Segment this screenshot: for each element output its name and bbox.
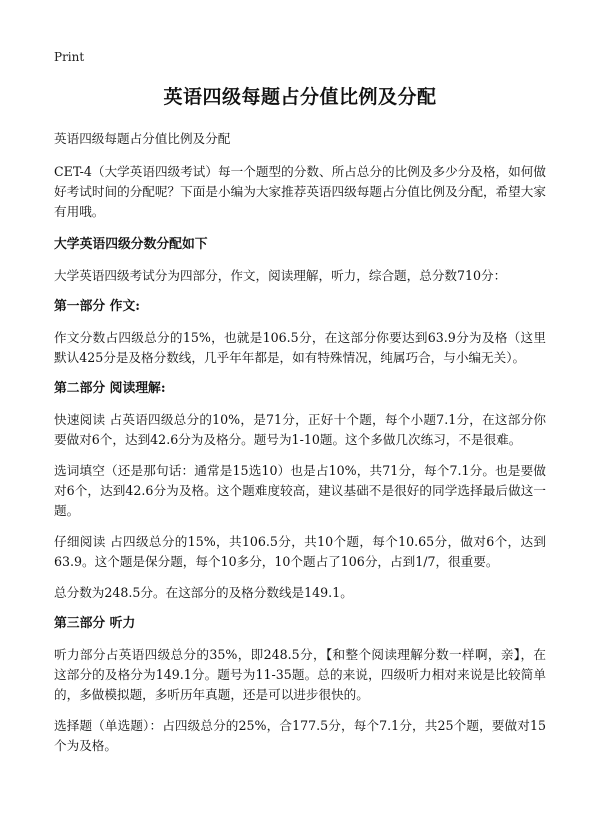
part3-paragraph-choice: 选择题（单选题）：占四级总分的25%，合177.5分，每个7.1分，共25个题，要做对15个为及格。	[54, 718, 546, 753]
part1-heading: 第一部分 作文:	[54, 299, 140, 314]
part2-paragraph-fast-reading: 快速阅读 占英语四级总分的10%，是71分，正好十个题，每个小题7.1分，在这部分你要做对6个，达到42.6分为及格分。题号为1-10题。这个多做几次练习，不是很难。	[54, 412, 546, 447]
intro-paragraph: CET-4（大学英语四级考试）每一个题型的分数、所占总分的比例及多少分及格，如何做好考试时间的分配呢？下面是小编为大家推荐英语四级每题占分值比例及分配，希望大家有用哦。	[54, 164, 546, 219]
part1-paragraph: 作文分数占四级总分的15%，也就是106.5分，在这部分你要达到63.9分为及格（这里默认425分是及格分数线，几乎年年都是，如有特殊情况，纯属巧合，与小编无关）。	[54, 330, 546, 365]
part2-heading: 第二部分 阅读理解:	[54, 381, 166, 396]
section-heading: 大学英语四级分数分配如下	[54, 237, 208, 252]
part3-heading: 第三部分 听力	[54, 616, 136, 631]
part2-paragraph-word-fill: 选词填空（还是那句话：通常是15选10）也是占10%，共71分，每个7.1分。也是要做对6个，达到42.6分为及格。这个题难度较高，建议基础不是很好的同学选择最后做这一题。	[54, 463, 546, 518]
page-title: 英语四级每题占分值比例及分配	[163, 86, 437, 108]
print-link[interactable]: Print	[54, 50, 85, 64]
article-subtitle: 英语四级每题占分值比例及分配	[54, 131, 231, 146]
part3-paragraph-listening: 听力部分占英语四级总分的35%，即248.5分，【和整个阅读理解分数一样啊，亲】，在这部分的及格分为149.1分。题号为11-35题。总的来说，四级听力相对来说是比较简单的，多做模拟题，多听历年真题，还是可以进步很快的。	[54, 647, 546, 702]
overview-paragraph: 大学英语四级考试分为四部分，作文，阅读理解，听力，综合题，总分数710分：	[54, 268, 507, 283]
part2-paragraph-careful-reading: 仔细阅读 占四级总分的15%，共106.5分，共10个题，每个10.65分，做对6个，达到63.9。这个题是保分题，每个10多分，10个题占了106分，占到1/7，很重要。	[54, 534, 546, 569]
part2-paragraph-total: 总分数为248.5分。在这部分的及格分数线是149.1。	[54, 585, 353, 600]
